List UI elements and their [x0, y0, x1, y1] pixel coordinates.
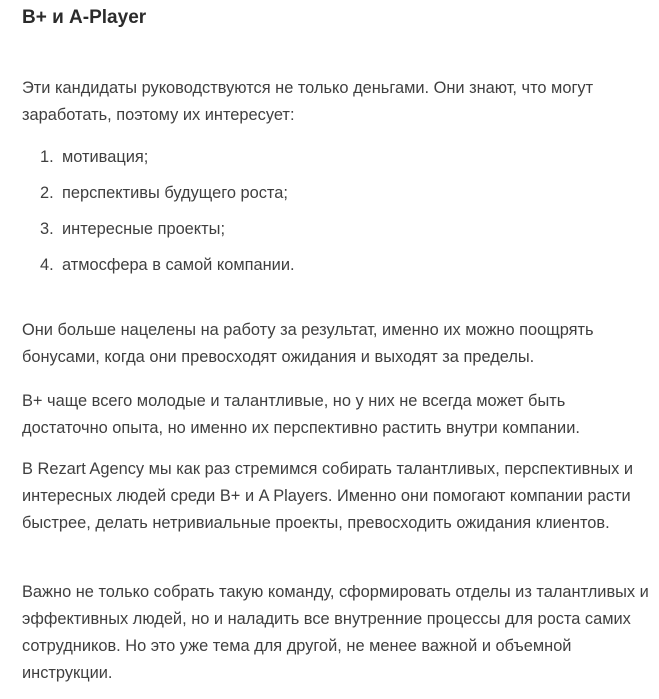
interests-list	[22, 144, 295, 288]
list-item-number: 3.	[40, 220, 54, 238]
list-item-number: 4.	[40, 256, 54, 274]
intro-paragraph: Эти кандидаты руководствуются не только деньгами. Они знают, что могут заработать, поэтому их интересует:	[22, 79, 594, 124]
list-item-number: 2.	[40, 184, 54, 202]
list-item	[22, 144, 295, 180]
paragraph-team: Важно не только собрать такую команду, сформировать отделы из талантливых и эффективных людей, но и наладить все внутренние процессы для роста самих сотрудников. Но это уже тема для другой, не менее важной и объемной инструкции.	[22, 583, 649, 682]
list-item	[22, 216, 295, 252]
list-item-number: 1.	[40, 148, 54, 166]
paragraph-agency: В Rezart Agency мы как раз стремимся собирать талантливых, перспективных и интересных людей среди B+ и A Players. Именно они помогают компании расти быстрее, делать нетривиальные проекты, превосходить ожидания клиентов.	[22, 460, 634, 532]
list-item	[22, 252, 295, 288]
list-item-text: перспективы будущего роста;	[62, 184, 288, 202]
list-item	[22, 180, 295, 216]
list-item-text: атмосфера в самой компании.	[62, 256, 295, 274]
list-item-text: мотивация;	[62, 148, 149, 166]
list-item-text: интересные проекты;	[62, 220, 225, 238]
paragraph-results: Они больше нацелены на работу за результат, именно их можно поощрять бонусами, когда они превосходят ожидания и выходят за пределы.	[22, 321, 594, 366]
section-title: B+ и A-Player	[22, 7, 147, 28]
paragraph-bplus: B+ чаще всего молодые и талантливые, но у них не всегда может быть достаточно опыта, но именно их перспективно растить внутри компании.	[22, 392, 580, 437]
